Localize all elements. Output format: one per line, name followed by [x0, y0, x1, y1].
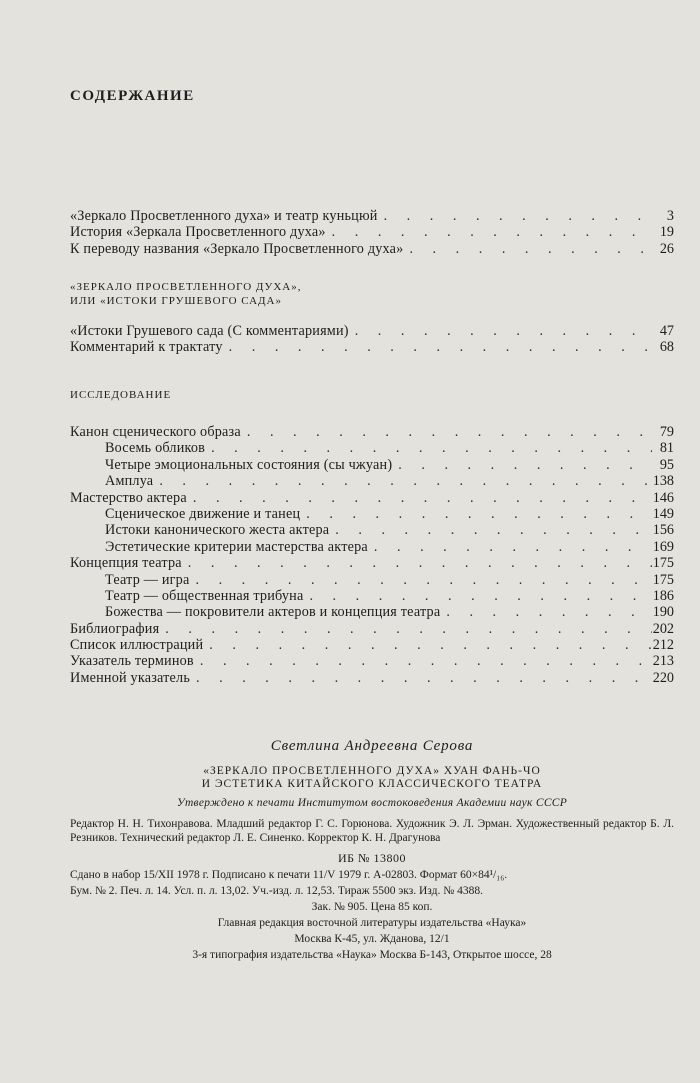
- toc-entry-page: 149: [652, 505, 674, 522]
- toc-leader-dots: [378, 208, 652, 225]
- toc-leader-dots: [194, 653, 652, 670]
- toc-leader-dots: [303, 588, 652, 605]
- book-title: [70, 765, 674, 791]
- toc-entry: [70, 637, 674, 653]
- toc-entry-page: 190: [652, 604, 674, 621]
- toc-leader-dots: [392, 457, 652, 474]
- author-name: Светлина Андреевна Серова: [270, 738, 474, 754]
- toc-leader-dots: [440, 604, 652, 621]
- toc-entry-page: 95: [659, 456, 674, 473]
- toc-entry: [70, 323, 674, 339]
- toc-entry: [70, 224, 674, 240]
- toc-leader-dots: [205, 440, 652, 457]
- toc-entry-page: 202: [652, 620, 674, 637]
- toc-leader-dots: [190, 670, 652, 687]
- section-research-title: ИССЛЕДОВАНИЕ: [70, 389, 172, 401]
- ib-number: ИБ № 13800: [337, 851, 406, 865]
- toc-leader-dots: [403, 241, 652, 258]
- toc-entry: [70, 653, 674, 669]
- toc-entry: [70, 604, 674, 620]
- section-treatise-title-line-2: ИЛИ «ИСТОКИ ГРУШЕВОГО САДА»: [70, 295, 282, 307]
- toc-leader-dots: [329, 522, 652, 539]
- toc-entry: [70, 457, 674, 473]
- toc-entry-page: 3: [666, 208, 674, 224]
- toc-entry-title: Четыре эмоциональных состояния (сы чжуан): [105, 456, 393, 473]
- toc-research-list: [70, 424, 674, 686]
- toc-entry-page: 81: [659, 440, 674, 457]
- toc-leader-dots: [182, 555, 652, 572]
- toc-entry: [70, 440, 674, 456]
- toc-entry: [70, 555, 674, 571]
- publisher-line-1: Главная редакция восточной литературы издательства «Наука»: [217, 917, 527, 929]
- toc-entry-title: Указатель терминов: [70, 653, 194, 670]
- toc-leader-dots: [189, 572, 652, 589]
- toc-entry-page: 47: [659, 323, 674, 339]
- toc-entry-page: 175: [652, 571, 674, 588]
- approval-note: Утверждено к печати Институтом востоковедения Академии наук СССР: [176, 797, 568, 809]
- toc-entry: [70, 572, 674, 588]
- toc-entry: [70, 522, 674, 538]
- toc-leader-dots: [203, 637, 652, 654]
- toc-entry-title: Именной указатель: [70, 669, 190, 686]
- toc-intro-list: [70, 208, 674, 257]
- toc-entry-page: 156: [652, 522, 674, 539]
- toc-entry-page: 26: [659, 240, 674, 257]
- editorial-credits: Редактор Н. Н. Тихонравова. Младший редактор Г. С. Горюнова. Художник Э. Л. Эрман. Художественный редактор Б. Л. Резников. Технический редактор Л. Е. Синенко. Корректор К. Н. Драгунова: [70, 818, 674, 844]
- toc-entry-title: «Зеркало Просветленного духа» и театр куньцюй: [70, 208, 378, 224]
- toc-entry-title: Библиография: [70, 620, 160, 637]
- toc-entry-title: Амплуа: [105, 473, 154, 490]
- print-details-2: Бум. № 2. Печ. л. 14. Усл. п. л. 13,02. Уч.-изд. л. 12,53. Тираж 5500 экз. Изд. № 4388.: [70, 885, 483, 897]
- book-title-line-1: «ЗЕРКАЛО ПРОСВЕТЛЕННОГО ДУХА» ХУАН ФАНЬ-ЧО: [203, 765, 541, 777]
- toc-entry-page: 19: [659, 224, 674, 241]
- toc-entry: [70, 490, 674, 506]
- toc-leader-dots: [187, 490, 652, 507]
- toc-entry-page: 220: [652, 669, 674, 686]
- toc-entry: [70, 670, 674, 686]
- publisher-line-3: 3-я типография издательства «Наука» Москва Б-143, Открытое шоссе, 28: [192, 949, 552, 961]
- toc-entry-title: Концепция театра: [70, 555, 182, 572]
- page-title: СОДЕРЖАНИЕ: [70, 88, 195, 104]
- toc-leader-dots: [300, 506, 652, 523]
- toc-entry-title: Мастерство актера: [70, 489, 187, 506]
- toc-entry: [70, 506, 674, 522]
- toc-entry-page: 68: [659, 339, 674, 356]
- toc-entry-title: Комментарий к трактату: [70, 339, 223, 356]
- toc-entry-page: 79: [659, 424, 674, 440]
- print-details-3: Зак. № 905. Цена 85 коп.: [311, 901, 433, 913]
- toc-entry-title: Канон сценического образа: [70, 424, 241, 440]
- toc-entry-page: 169: [652, 538, 674, 555]
- toc-entry-page: 175: [652, 555, 674, 572]
- toc-entry-title: «Истоки Грушевого сада (С комментариями): [70, 323, 349, 339]
- toc-entry-title: Театр — игра: [105, 571, 190, 588]
- toc-entry: [70, 424, 674, 440]
- toc-leader-dots: [153, 473, 652, 490]
- toc-leader-dots: [223, 339, 652, 356]
- toc-entry: [70, 588, 674, 604]
- toc-leader-dots: [349, 323, 652, 340]
- toc-entry: [70, 621, 674, 637]
- toc-entry-title: Список иллюстраций: [70, 637, 204, 654]
- toc-entry-page: 186: [652, 587, 674, 604]
- toc-entry-page: 213: [652, 653, 674, 670]
- toc-treatise-list: [70, 323, 674, 356]
- print-details-1: Сдано в набор 15/XII 1978 г. Подписано к печати 11/V 1979 г. А-02803. Формат 60×84¹/₁₆.: [70, 869, 508, 881]
- toc-entry: [70, 241, 674, 257]
- toc-entry: [70, 208, 674, 224]
- toc-entry: [70, 473, 674, 489]
- toc-entry: [70, 539, 674, 555]
- toc-leader-dots: [241, 424, 652, 441]
- toc-leader-dots: [326, 224, 652, 241]
- toc-entry-title: Сценическое движение и танец: [105, 505, 301, 522]
- toc-entry-page: 146: [652, 489, 674, 506]
- toc-leader-dots: [368, 539, 652, 556]
- toc-entry-title: Эстетические критерии мастерства актера: [105, 538, 368, 555]
- toc-entry-page: 138: [652, 473, 674, 490]
- toc-entry-page: 212: [652, 637, 674, 654]
- toc-entry: [70, 339, 674, 355]
- toc-entry-title: Божества — покровители актеров и концепция театра: [105, 604, 441, 621]
- toc-entry-title: Восемь обликов: [105, 440, 206, 457]
- toc-entry-title: Театр — общественная трибуна: [105, 587, 304, 604]
- toc-entry-title: История «Зеркала Просветленного духа»: [70, 224, 326, 241]
- toc-entry-title: К переводу названия «Зеркало Просветленного духа»: [70, 240, 404, 257]
- section-treatise-title-line-1: «ЗЕРКАЛО ПРОСВЕТЛЕННОГО ДУХА»,: [70, 281, 302, 293]
- toc-entry-title: Истоки канонического жеста актера: [105, 522, 330, 539]
- imprint-block: [70, 738, 674, 962]
- section-treatise-title: [70, 280, 301, 308]
- publisher-line-2: Москва К-45, ул. Жданова, 12/1: [294, 933, 450, 945]
- toc-leader-dots: [159, 621, 652, 638]
- book-title-line-2: И ЭСТЕТИКА КИТАЙСКОГО КЛАССИЧЕСКОГО ТЕАТРА: [201, 778, 543, 790]
